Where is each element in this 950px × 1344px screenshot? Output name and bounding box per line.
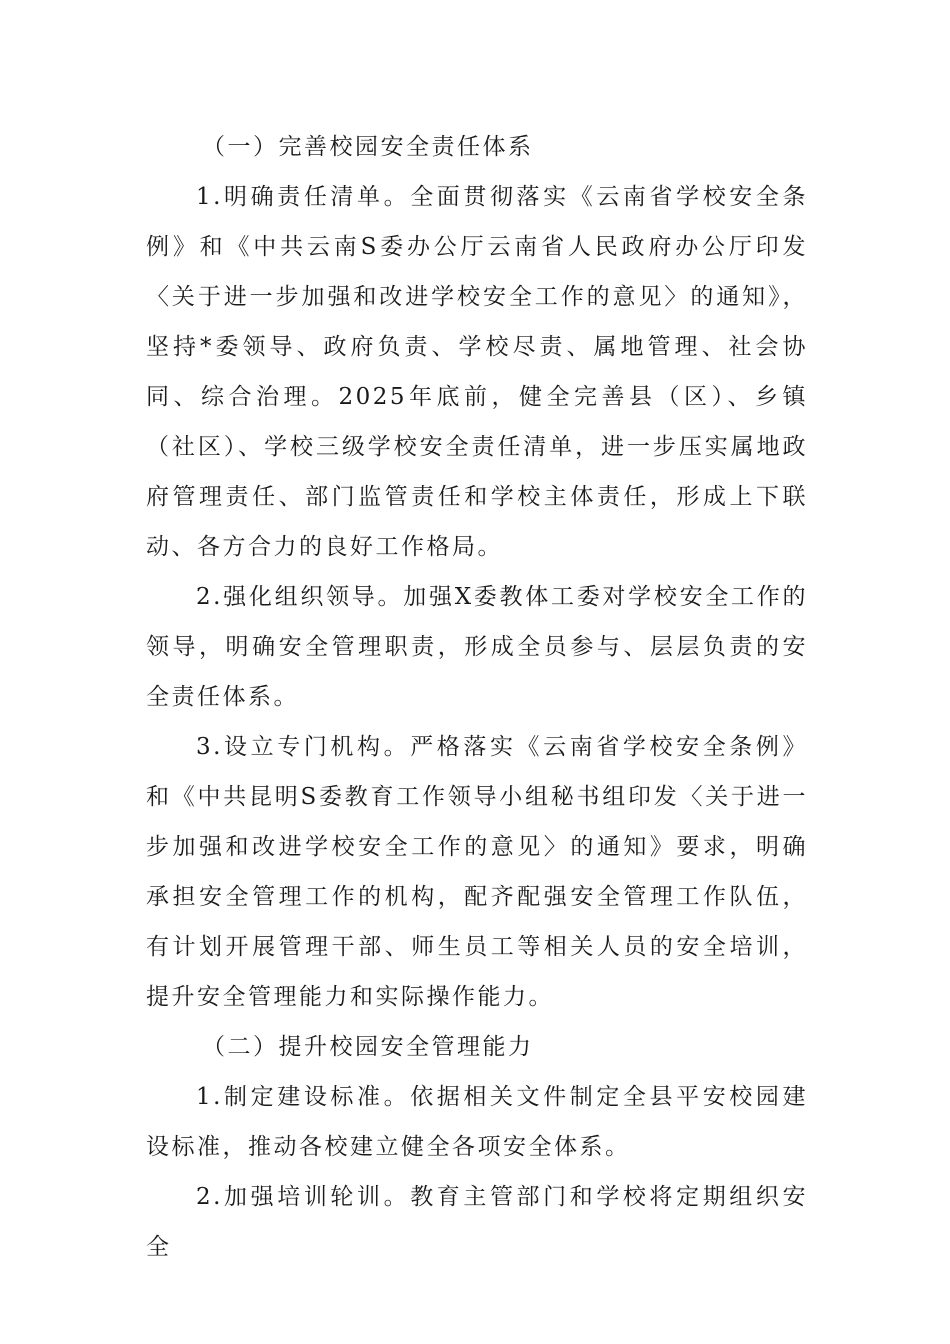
paragraph-responsibility-list: 1.明确责任清单。全面贯彻落实《云南省学校安全条例》和《中共云南S委办公厅云南省人民政府办公厅印发〈关于进一步加强和改进学校安全工作的意见〉的通知》，坚持*委领导、政府负责、学校尽责、属地管理、社会协同、综合治理。2025年底前，健全完善县（区）、乡镇（社区）、学校三级学校安全责任清单，进一步压实属地政府管理责任、部门监管责任和学校主体责任，形成上下联动、各方合力的良好工作格局。 <box>146 184 808 560</box>
document-body <box>146 122 808 1272</box>
paragraph-organization-leadership: 2.强化组织领导。加强X委教体工委对学校安全工作的领导，明确安全管理职责，形成全员参与、层层负责的安全责任体系。 <box>146 584 808 710</box>
paragraph-training: 2.加强培训轮训。教育主管部门和学校将定期组织安全 <box>146 1184 808 1260</box>
section-heading-1: （一）完善校园安全责任体系 <box>202 134 534 160</box>
paragraph-dedicated-agency: 3.设立专门机构。严格落实《云南省学校安全条例》和《中共昆明S委教育工作领导小组秘书组印发〈关于进一步加强和改进学校安全工作的意见〉的通知》要求，明确承担安全管理工作的机构，配齐配强安全管理工作队伍，有计划开展管理干部、师生员工等相关人员的安全培训，提升安全管理能力和实际操作能力。 <box>146 734 808 1010</box>
paragraph-construction-standards: 1.制定建设标准。依据相关文件制定全县平安校园建设标准，推动各校建立健全各项安全体系。 <box>146 1084 808 1160</box>
section-heading-2: （二）提升校园安全管理能力 <box>202 1034 534 1060</box>
